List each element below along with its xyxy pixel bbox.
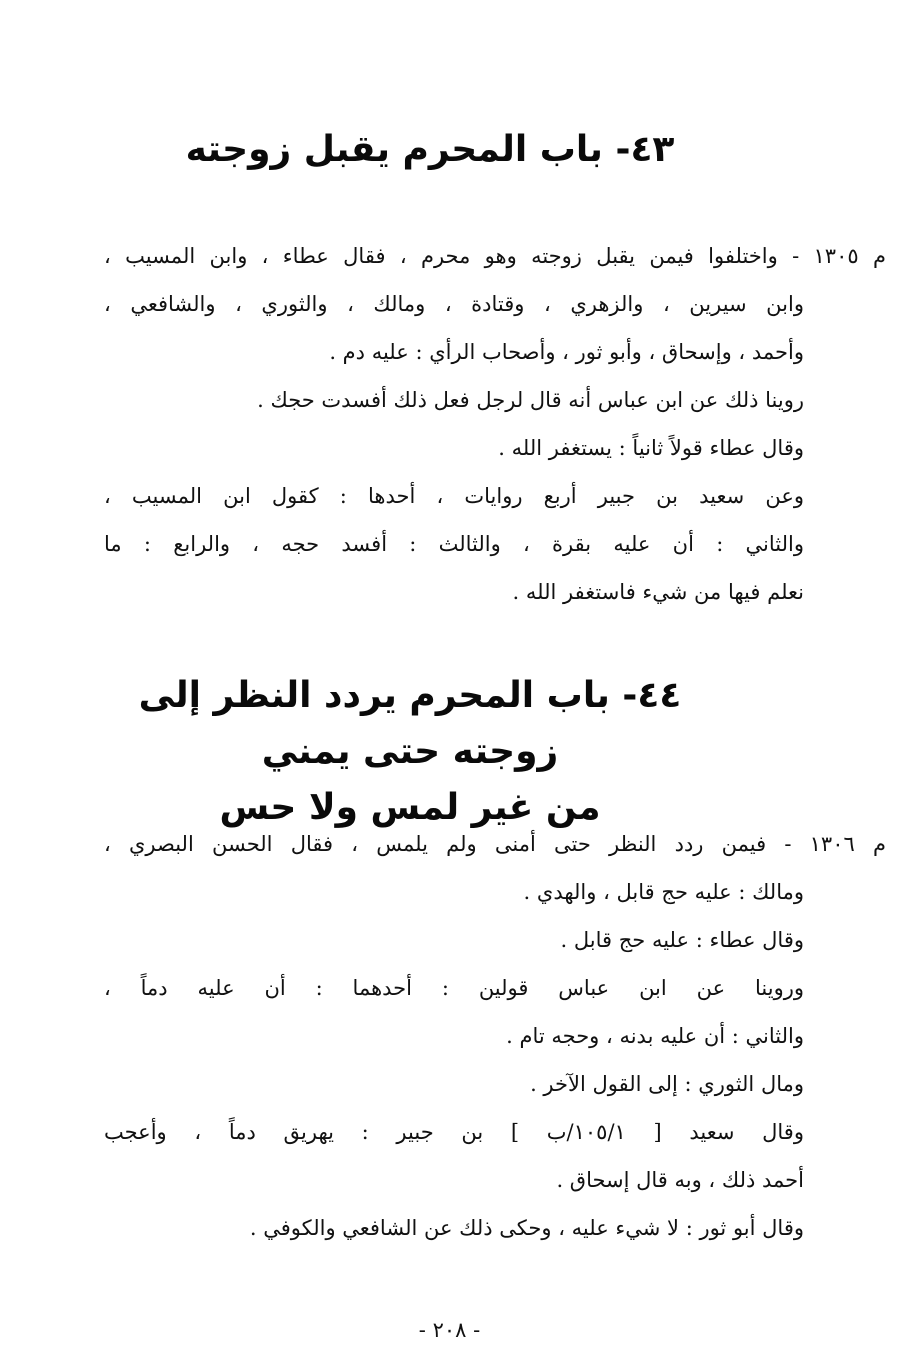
- text-line: وقال عطاء : عليه حج قابل .: [560, 928, 804, 952]
- text-line: والثاني : أن عليه بقرة ، والثالث : أفسد حجه ، والرابع : ما: [104, 532, 804, 556]
- paragraph-1306: [104, 820, 886, 1252]
- text-line: وقال سعيد [ ١٠٥/١/ب ] بن جبير : يهريق دماً ، وأعجب: [104, 1120, 804, 1144]
- section-44-heading-line1: ٤٤- باب المحرم يردد النظر إلى زوجته حتى يمني: [138, 675, 682, 772]
- text-line: أحمد ذلك ، وبه قال إسحاق .: [556, 1168, 804, 1192]
- text-line: وقال أبو ثور : لا شيء عليه ، وحكى ذلك عن الشافعي والكوفي .: [249, 1216, 804, 1240]
- section-43-heading: ٤٣- باب المحرم يقبل زوجته: [185, 129, 675, 170]
- section-44-heading: [130, 668, 690, 836]
- text-line: وروينا عن ابن عباس قولين : أحدهما : أن عليه دماً ،: [104, 976, 804, 1000]
- text-line: وأحمد ، وإسحاق ، وأبو ثور ، وأصحاب الرأي : عليه دم .: [329, 340, 804, 364]
- text-line: روينا ذلك عن ابن عباس أنه قال لرجل فعل ذلك أفسدت حجك .: [257, 388, 804, 412]
- text-line: م ١٣٠٥ - واختلفوا فيمن يقبل زوجته وهو محرم ، فقال عطاء ، وابن المسيب ،: [104, 244, 886, 268]
- text-line: نعلم فيها من شيء فاستغفر الله .: [512, 580, 804, 604]
- text-line: وعن سعيد بن جبير أربع روايات ، أحدها : كقول ابن المسيب ،: [104, 484, 804, 508]
- page-number: - ٢٠٨ -: [418, 1318, 481, 1342]
- text-line: وقال عطاء قولاً ثانياً : يستغفر الله .: [498, 436, 804, 460]
- section-44-heading-line2: من غير لمس ولا حس: [219, 787, 601, 828]
- text-line: وابن سيرين ، والزهري ، وقتادة ، ومالك ، والثوري ، والشافعي ،: [104, 292, 804, 316]
- text-line: والثاني : أن عليه بدنه ، وحجه تام .: [506, 1024, 804, 1048]
- paragraph-1305: [104, 232, 886, 616]
- text-line: ومالك : عليه حج قابل ، والهدي .: [523, 880, 804, 904]
- text-line: م ١٣٠٦ - فيمن ردد النظر حتى أمنى ولم يلمس ، فقال الحسن البصري ،: [104, 832, 886, 856]
- text-line: ومال الثوري : إلى القول الآخر .: [530, 1072, 804, 1096]
